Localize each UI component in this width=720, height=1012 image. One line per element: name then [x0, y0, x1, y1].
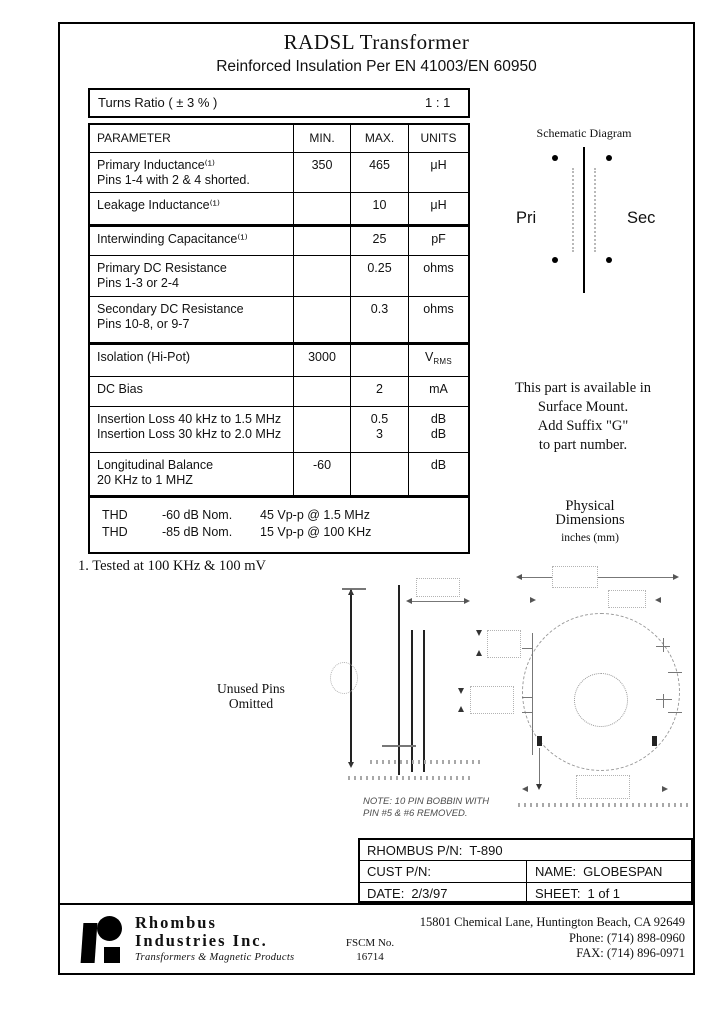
secondary-coil-mark	[594, 168, 596, 252]
customer-name	[535, 864, 662, 879]
thd-section	[90, 495, 468, 552]
table-row	[90, 452, 468, 495]
units-subscript: RMS	[433, 357, 453, 366]
secondary-label: Sec	[627, 209, 656, 227]
winding-dot	[606, 257, 612, 263]
note-line: This part is available in	[514, 380, 652, 396]
fscm-block	[344, 936, 396, 964]
param-cell	[90, 345, 294, 376]
arrowhead-left	[406, 598, 412, 604]
title-block	[358, 838, 693, 903]
param-cell	[90, 256, 294, 296]
sheet-label: SHEET:	[535, 886, 581, 901]
note-line: Add Suffix "G"	[537, 418, 629, 434]
turns-ratio-label: Turns Ratio ( ± 3 % )	[98, 95, 218, 110]
name-value: GLOBESPAN	[583, 864, 663, 879]
width-dimension-line	[412, 601, 466, 602]
arrowhead-up	[458, 706, 464, 712]
table-row	[90, 192, 468, 224]
note-line: Unused Pins	[217, 681, 285, 696]
faded-dimension-text	[608, 590, 646, 608]
param-sub: Pins 1-4 with 2 & 4 shorted.	[97, 173, 250, 187]
table-row	[90, 296, 468, 342]
param-main: Primary DC Resistance	[97, 261, 227, 275]
rhombus-logo	[80, 916, 132, 966]
pin-mark	[537, 736, 542, 746]
max-cell	[351, 453, 409, 495]
units-cell: mA	[429, 382, 448, 396]
footer-divider	[58, 903, 695, 905]
arrowhead-left	[516, 574, 522, 580]
note-line: NOTE: 10 PIN BOBBIN WITH	[363, 796, 490, 807]
max-line1: 0.5	[370, 412, 389, 426]
arrowhead-down	[476, 630, 482, 636]
dimension-tick	[522, 648, 533, 649]
header-parameter: PARAMETER	[90, 125, 294, 152]
winding-dot	[606, 155, 612, 161]
table-row	[90, 406, 468, 452]
arrowhead-right	[464, 598, 470, 604]
dimension-tick	[668, 672, 682, 673]
schematic-title: Schematic Diagram	[536, 126, 632, 140]
fscm-number: 16714	[356, 951, 384, 963]
max-cell	[351, 407, 409, 452]
turns-ratio-box	[88, 88, 470, 118]
units-cell: pF	[431, 232, 446, 246]
thd-level: 15 Vp-p @ 100 KHz	[260, 525, 372, 539]
units-main: V	[424, 350, 434, 364]
arrowhead-up	[476, 650, 482, 656]
dimension-tick	[663, 694, 664, 708]
min-cell: 3000	[294, 345, 351, 376]
spec-table-header-row	[90, 125, 468, 152]
diameter-dimension-line	[520, 577, 677, 578]
top-view-core-hole	[574, 673, 628, 727]
fax-line: FAX: (714) 896-0971	[576, 946, 685, 960]
max-cell: 0.25	[351, 256, 409, 296]
faded-dimension-text	[487, 630, 521, 658]
side-view-edge	[423, 630, 425, 772]
phone-line: Phone: (714) 898-0960	[569, 930, 685, 945]
max-cell: 0.3	[351, 297, 409, 342]
param-cell	[90, 377, 294, 406]
param-cell	[90, 193, 294, 224]
units-cell	[409, 345, 468, 376]
param-cell	[90, 453, 294, 495]
table-row	[90, 152, 468, 192]
min-cell	[294, 256, 351, 296]
thd-line	[102, 507, 468, 524]
faded-text-row	[370, 760, 480, 764]
thd-nominal: -60 dB Nom.	[162, 508, 233, 522]
primary-label: Pri	[516, 209, 537, 227]
logo-circle	[97, 916, 122, 941]
title-block-divider	[526, 883, 527, 901]
param-main: Primary Inductance⁽¹⁾	[97, 158, 215, 172]
header-max: MAX.	[351, 125, 409, 152]
company-tagline: Transformers & Magnetic Products	[135, 952, 295, 963]
min-cell	[294, 227, 351, 255]
fscm-label: FSCM No.	[345, 937, 395, 949]
rhombus-pn	[367, 843, 503, 858]
units-cell	[409, 407, 468, 452]
vertical-dimension-line	[532, 633, 533, 755]
arrowhead-right	[530, 597, 536, 603]
units-cell: μH	[430, 158, 447, 172]
units-line1: dB	[430, 412, 447, 426]
table-row	[90, 376, 468, 406]
name-label: NAME:	[535, 864, 577, 879]
company-name-block	[135, 914, 294, 967]
address-block	[395, 915, 685, 962]
dimension-extension-line	[342, 588, 366, 590]
param-sub: Pins 1-3 or 2-4	[97, 276, 179, 290]
max-cell: 10	[351, 193, 409, 224]
arrowhead-left	[655, 597, 661, 603]
title-block-row	[360, 861, 691, 883]
units-cell: ohms	[423, 302, 454, 316]
physical-dimensions-heading	[505, 499, 675, 544]
note-line: Surface Mount.	[537, 399, 629, 415]
min-cell	[294, 297, 351, 342]
max-line2: 3	[376, 427, 383, 441]
turns-ratio-value: 1 : 1	[425, 95, 451, 110]
rhombus-pn-label: RHOMBUS P/N:	[367, 843, 463, 858]
thd-line	[102, 524, 468, 541]
param-main: DC Bias	[97, 382, 143, 396]
dimension-tick	[663, 638, 664, 652]
header-units: UNITS	[420, 131, 457, 145]
note-line: PIN #5 & #6 REMOVED.	[363, 808, 468, 819]
document-title: RADSL Transformer	[283, 30, 470, 54]
param-main: Isolation (Hi-Pot)	[97, 350, 191, 364]
note-line: Omitted	[228, 696, 274, 711]
sheet	[535, 886, 620, 901]
param-main: Interwinding Capacitance⁽¹⁾	[97, 232, 248, 246]
sheet-value: 1 of 1	[587, 886, 621, 901]
cust-pn-label: CUST P/N:	[367, 864, 432, 879]
title-block-row	[360, 883, 691, 901]
param-main: Longitudinal Balance	[97, 458, 214, 472]
param-main: Leakage Inductance⁽¹⁾	[97, 198, 220, 212]
min-cell: -60	[294, 453, 351, 495]
arrowhead-down	[536, 784, 542, 790]
param-cell	[90, 297, 294, 342]
thd-label: THD	[102, 508, 128, 522]
param-sub: 20 KHz to 1 MHZ	[97, 473, 193, 487]
faded-dimension-text	[470, 686, 514, 714]
rhombus-pn-value: T-890	[469, 843, 503, 858]
faded-dimension-text	[552, 566, 598, 588]
company-line: Rhombus	[135, 913, 217, 932]
bobbin-note	[363, 796, 489, 820]
date-value: 2/3/97	[411, 886, 448, 901]
arrowhead-up	[348, 589, 354, 595]
units-line2: dB	[430, 427, 447, 441]
test-condition-footnote: 1. Tested at 100 KHz & 100 mV	[78, 558, 266, 574]
min-cell: 350	[294, 153, 351, 192]
winding-dot	[552, 257, 558, 263]
param-cell	[90, 227, 294, 255]
faded-text-row	[348, 776, 474, 780]
table-row	[90, 342, 468, 376]
heading-line: Dimensions	[555, 512, 625, 528]
pin-dimension-line	[539, 748, 540, 786]
header-min: MIN.	[294, 125, 351, 152]
min-cell	[294, 377, 351, 406]
units-note: inches (mm)	[561, 532, 619, 544]
max-cell: 25	[351, 227, 409, 255]
units-cell: μH	[430, 198, 447, 212]
units-cell: ohms	[423, 261, 454, 275]
note-line: to part number.	[538, 437, 628, 453]
winding-dot	[552, 155, 558, 161]
address-line: 15801 Chemical Lane, Huntington Beach, CA 92649	[419, 915, 685, 929]
param-sub: Pins 10-8, or 9-7	[97, 317, 190, 331]
max-cell: 2	[351, 377, 409, 406]
arrowhead-left	[522, 786, 528, 792]
surface-mount-note	[486, 379, 680, 455]
primary-coil-mark	[572, 168, 574, 252]
param-main: Secondary DC Resistance	[97, 302, 244, 316]
schematic-isolation-line	[583, 147, 585, 293]
param-cell	[90, 407, 294, 452]
pin-mark	[652, 736, 657, 746]
heading-line: Physical	[565, 498, 615, 514]
spec-table	[88, 123, 470, 554]
date-label: DATE:	[367, 886, 405, 901]
min-cell	[294, 407, 351, 452]
logo-square	[104, 947, 120, 963]
max-cell: 465	[351, 153, 409, 192]
title-block-row	[360, 840, 691, 861]
dimension-tick	[522, 712, 533, 713]
param-main: Insertion Loss 40 kHz to 1.5 MHz	[97, 412, 282, 426]
document-subtitle: Reinforced Insulation Per EN 41003/EN 60950	[216, 58, 537, 75]
faded-dimension-text	[330, 662, 358, 694]
thd-nominal: -85 dB Nom.	[162, 525, 233, 539]
arrowhead-down	[458, 688, 464, 694]
table-row	[90, 224, 468, 255]
faded-tolerance-note	[518, 803, 690, 807]
min-cell	[294, 193, 351, 224]
arrowhead-down	[348, 762, 354, 768]
cust-pn	[367, 864, 438, 879]
arrowhead-right	[673, 574, 679, 580]
param-sub: Insertion Loss 30 kHz to 2.0 MHz	[97, 427, 282, 441]
side-view-edge	[411, 630, 413, 772]
param-cell	[90, 153, 294, 192]
thd-level: 45 Vp-p @ 1.5 MHz	[260, 508, 370, 522]
company-line: Industries Inc.	[135, 930, 268, 950]
logo-bar	[81, 923, 98, 963]
faded-dimension-text	[416, 578, 460, 597]
faded-dimension-text	[576, 775, 630, 799]
side-view-lead-line	[382, 745, 416, 747]
unused-pins-note	[195, 681, 307, 711]
max-cell	[351, 345, 409, 376]
thd-label: THD	[102, 525, 128, 539]
dimension-tick	[522, 697, 533, 698]
date	[367, 886, 447, 901]
arrowhead-right	[662, 786, 668, 792]
dimension-tick	[668, 712, 682, 713]
units-cell: dB	[430, 458, 447, 472]
side-view-edge	[398, 585, 400, 775]
table-row	[90, 255, 468, 296]
title-block-divider	[526, 861, 527, 882]
